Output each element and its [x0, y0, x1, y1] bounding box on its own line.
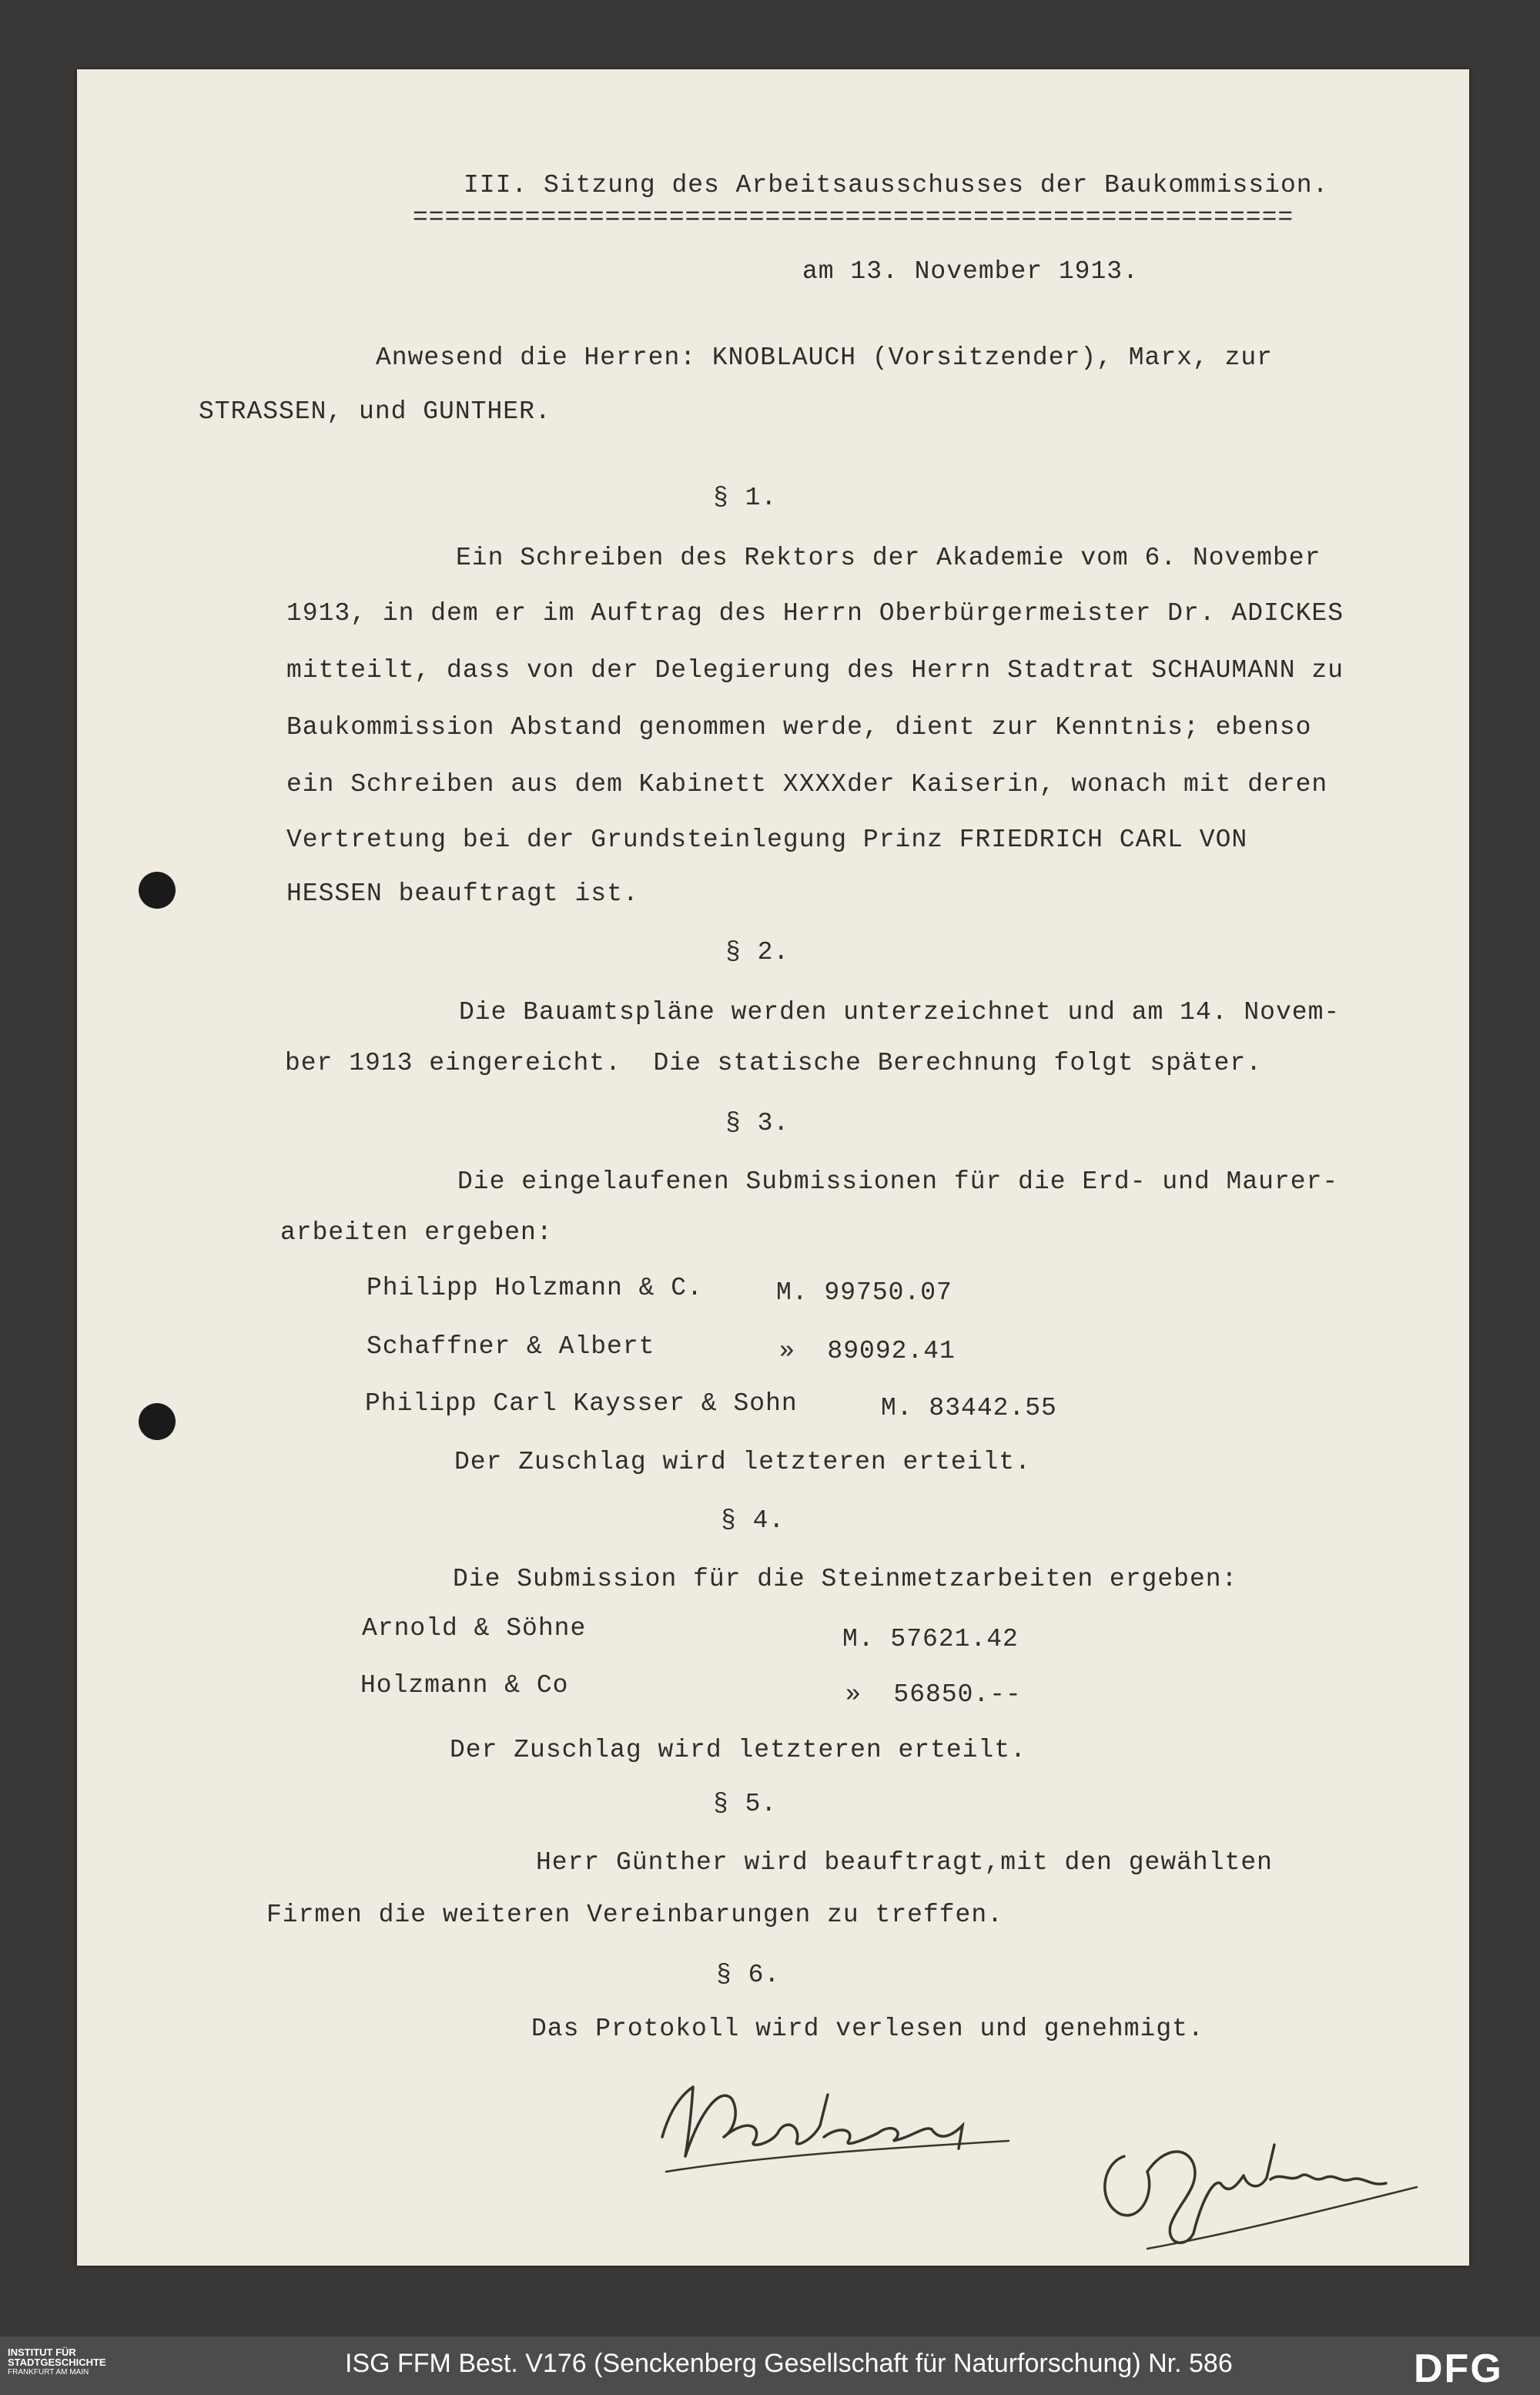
section-line: Firmen die weiteren Vereinbarungen zu treffen. [266, 1901, 1003, 1929]
section-line: Die eingelaufenen Submissionen für die Erd- und Maurer- [457, 1167, 1339, 1196]
section-line: HESSEN beauftragt ist. [286, 879, 639, 908]
section-heading: § 2. [725, 938, 790, 966]
institute-line: INSTITUT FÜR [8, 2346, 76, 2358]
attendance-line: Anwesend die Herren: KNOBLAUCH (Vorsitzender), Marx, zur [376, 343, 1273, 372]
section-line: mitteilt, dass von der Delegierung des Herrn Stadtrat SCHAUMANN zu [286, 656, 1344, 685]
section-line: Das Protokoll wird verlesen und genehmigt. [531, 2015, 1204, 2043]
archive-footer [0, 2336, 1540, 2395]
title-underline: ======================================================= [413, 203, 1294, 232]
bid-amount: » 56850.-- [845, 1680, 1022, 1709]
section-heading: § 5. [713, 1790, 778, 1818]
bid-firm: Arnold & Söhne [362, 1614, 587, 1643]
section-line: ber 1913 eingereicht. Die statische Berechnung folgt später. [285, 1049, 1262, 1077]
institute-logo [8, 2347, 139, 2377]
bid-amount: M. 57621.42 [842, 1625, 1019, 1653]
institute-line: FRANKFURT AM MAIN [8, 2368, 89, 2377]
bid-firm: Schaffner & Albert [367, 1332, 655, 1361]
section-line: Herr Günther wird beauftragt,mit den gewählten [536, 1848, 1273, 1877]
bid-amount: » 89092.41 [779, 1337, 956, 1365]
bid-firm: Philipp Carl Kaysser & Sohn [365, 1389, 798, 1418]
section-conclusion: Der Zuschlag wird letzteren erteilt. [454, 1448, 1031, 1476]
section-heading: § 1. [713, 484, 778, 512]
section-line: Vertretung bei der Grundsteinlegung Prinz FRIEDRICH CARL VON [286, 826, 1248, 854]
section-conclusion: Der Zuschlag wird letzteren erteilt. [450, 1736, 1026, 1764]
attendance-line: STRASSEN, und GUNTHER. [199, 397, 551, 426]
section-line: ein Schreiben aus dem Kabinett XXXXder Kaiserin, wonach mit deren [286, 770, 1328, 799]
section-line: Die Submission für die Steinmetzarbeiten ergeben: [453, 1565, 1238, 1593]
bid-firm: Holzmann & Co [360, 1671, 569, 1700]
section-heading: § 4. [721, 1506, 785, 1535]
signature-knoblauch [647, 2064, 1047, 2179]
dfg-logo: DFG [1414, 2346, 1503, 2391]
section-line: 1913, in dem er im Auftrag des Herrn Oberbürgermeister Dr. ADICKES [286, 599, 1344, 628]
section-heading: § 3. [725, 1109, 790, 1137]
institute-line: STADTGESCHICHTE [8, 2356, 106, 2368]
bid-amount: M. 83442.55 [881, 1394, 1057, 1422]
bid-amount: M. 99750.07 [776, 1278, 952, 1307]
document-title: III. Sitzung des Arbeitsausschusses der Baukommission. [464, 171, 1329, 199]
bid-firm: Philipp Holzmann & C. [367, 1274, 703, 1302]
punch-hole-top [139, 872, 176, 909]
section-line: Die Bauamtspläne werden unterzeichnet und am 14. Novem- [459, 998, 1341, 1027]
signature-guenther [1078, 2110, 1432, 2256]
meeting-date: am 13. November 1913. [802, 257, 1139, 286]
section-line: arbeiten ergeben: [280, 1218, 553, 1247]
section-line: Ein Schreiben des Rektors der Akademie vom 6. November [456, 544, 1321, 572]
section-line: Baukommission Abstand genommen werde, dient zur Kenntnis; ebenso [286, 713, 1312, 742]
punch-hole-bottom [139, 1403, 176, 1440]
archive-caption: ISG FFM Best. V176 (Senckenberg Gesellschaft für Naturforschung) Nr. 586 [345, 2349, 1233, 2378]
section-heading: § 6. [716, 1961, 781, 1989]
